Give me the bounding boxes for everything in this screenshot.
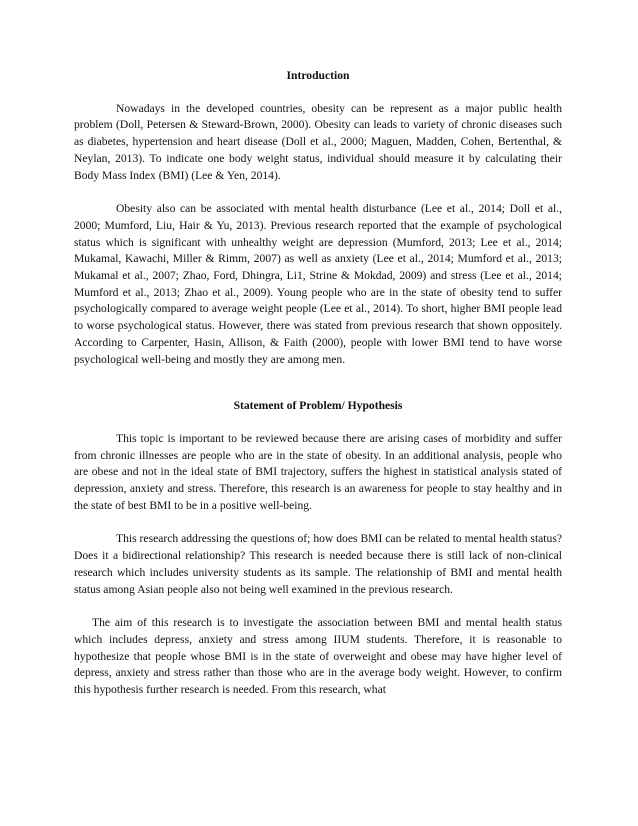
introduction-paragraph-1: Nowadays in the developed countries, obesity can be represent as a major public health problem (Doll, Petersen & Steward-Brown, 2000). Obesity can leads to variety of chronic diseases such as diabetes, hypertension and heart disease (Doll et al., 2000; Maguen, Madden, Cohen, Bertenthal, & Neylan, 2013). To indicate one body weight status, individual should measure it by calculating their Body Mass Index (BMI) (Lee & Yen, 2014). [74,101,562,182]
problem-statement-paragraph-1: This topic is important to be reviewed because there are arising cases of morbidity and suffer from chronic illnesses are people who are in the state of obesity. In an additional analysis, people who are obese and not in the ideal state of BMI trajectory, suffers the highest in statistical analysis stated of depression, anxiety and stress. Therefore, this research is an awareness for people to stay healthy and in the state of best BMI to be in a positive well-being. [74,431,562,512]
problem-statement-heading: Statement of Problem/ Hypothesis [233,399,403,413]
introduction-paragraph-2: Obesity also can be associated with mental health disturbance (Lee et al., 2014; Doll et al., 2000; Mumford, Liu, Hair & Yu, 2013). Previous research reported that the example of psychological status which is significant with unhealthy weight are depression (Mumford, 2013; Lee et al., 2014; Mukamal, Kawachi, Miller & Rimm, 2007) as well as anxiety (Lee et al., 2014; Mumford et al., 2013; Mukamal et al., 2007; Zhao, Ford, Dhingra, Li1, Strine & Mokdad, 2009) and stress (Lee et al., 2014; Mumford et al., 2013; Zhao et al., 2009). Young people who are in the state of obesity tend to suffer psychologically compared to average weight people (Lee et al., 2014). To short, higher BMI people lead to worse psychological status. However, there was stated from previous research that shown oppositely. According to Carpenter, Hasin, Allison, & Faith (2000), people with lower BMI tend to have worse psychological well-being and mostly they are among men. [74,202,562,366]
problem-statement-paragraph-2: This research addressing the questions of; how does BMI can be related to mental health status? Does it a bidirectional relationship? This research is needed because there is still lack of non-clinical research which includes university students as its sample. The relationship of BMI and mental health status among Asian people also not being well examined in the previous research. [74,532,562,596]
introduction-heading: Introduction [286,69,350,82]
page-content [74,68,562,716]
problem-statement-paragraph-3: The aim of this research is to investigate the association between BMI and mental health status which includes depress, anxiety and stress among IIUM students. Therefore, it is reasonable to hypothesize that people whose BMI is in the state of overweight and obese may have higher level of depress, anxiety and stress rather than those who are in the average body weight. However, to confirm this hypothesis further research is needed. From this research, what [74,616,562,697]
